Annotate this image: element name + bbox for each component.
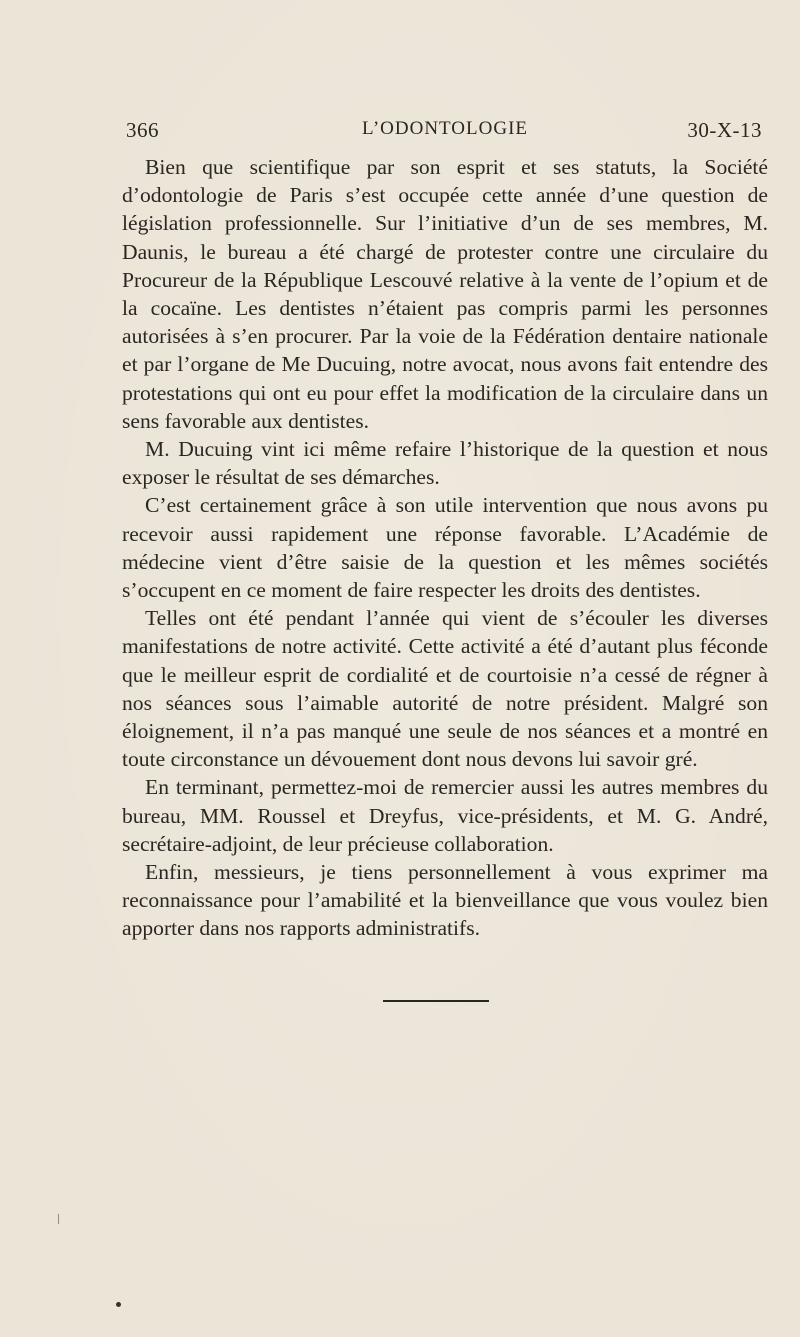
issue-date: 30-X-13 (687, 118, 762, 142)
paragraph: Telles ont été pendant l’année qui vient de s’écouler les diverses manifestations de notre activité. Cette activité a été d’autant plus féconde que le meilleur esprit de cordialité et de courtoisie n’a cessé de régner à nos séances sous l’aimable autorité de notre président. Malgré son éloignement, il n’a pas manqué une seule de nos séances et a montré en toute circonstance un dévouement dont nous devons lui savoir gré. (122, 606, 768, 772)
page-number: 366 (126, 118, 159, 142)
paragraph: Bien que scientifique par son esprit et ses statuts, la Société d’odontologie de Paris s’est occupée cette année d’une question de législation professionnelle. Sur l’initiative d’un de ses membres, M. Daunis, le bureau a été chargé de protester contre une circulaire du Procureur de la République Lescouvé relative à la vente de l’opium et de la cocaïne. Les dentistes n’étaient pas compris parmi les personnes autorisées à s’en procurer. Par la voie de la Fédération dentaire nationale et par l’organe de Me Ducuing, notre avocat, nous avons fait entendre des protestations qui ont eu pour effet la modification de la circulaire dans un sens favorable aux dentistes. (122, 155, 768, 433)
paragraph: En terminant, permettez-moi de remercier aussi les autres membres du bureau, MM. Roussel et Dreyfus, vice-présidents, et M. G. André, secrétaire-adjoint, de leur précieuse collaboration. (122, 775, 768, 856)
paragraph: Enfin, messieurs, je tiens personnellement à vous exprimer ma reconnaissance pour l’amabilité et la bienveillance que vous voulez bien apporter dans nos rapports administratifs. (122, 860, 768, 941)
article-body (122, 153, 768, 943)
paragraph: M. Ducuing vint ici même refaire l’historique de la question et nous exposer le résultat de ses démarches. (122, 437, 768, 490)
end-rule (383, 1000, 489, 1002)
ink-speck (116, 1302, 121, 1307)
paragraph: C’est certainement grâce à son utile intervention que nous avons pu recevoir aussi rapidement une réponse favorable. L’Académie de médecine vient d’être saisie de la question et les mêmes sociétés s’occupent en ce moment de faire respecter les droits des dentistes. (122, 493, 768, 603)
journal-title: L’ODONTOLOGIE (361, 118, 529, 139)
running-header (120, 118, 770, 152)
ink-speck (58, 1214, 59, 1224)
